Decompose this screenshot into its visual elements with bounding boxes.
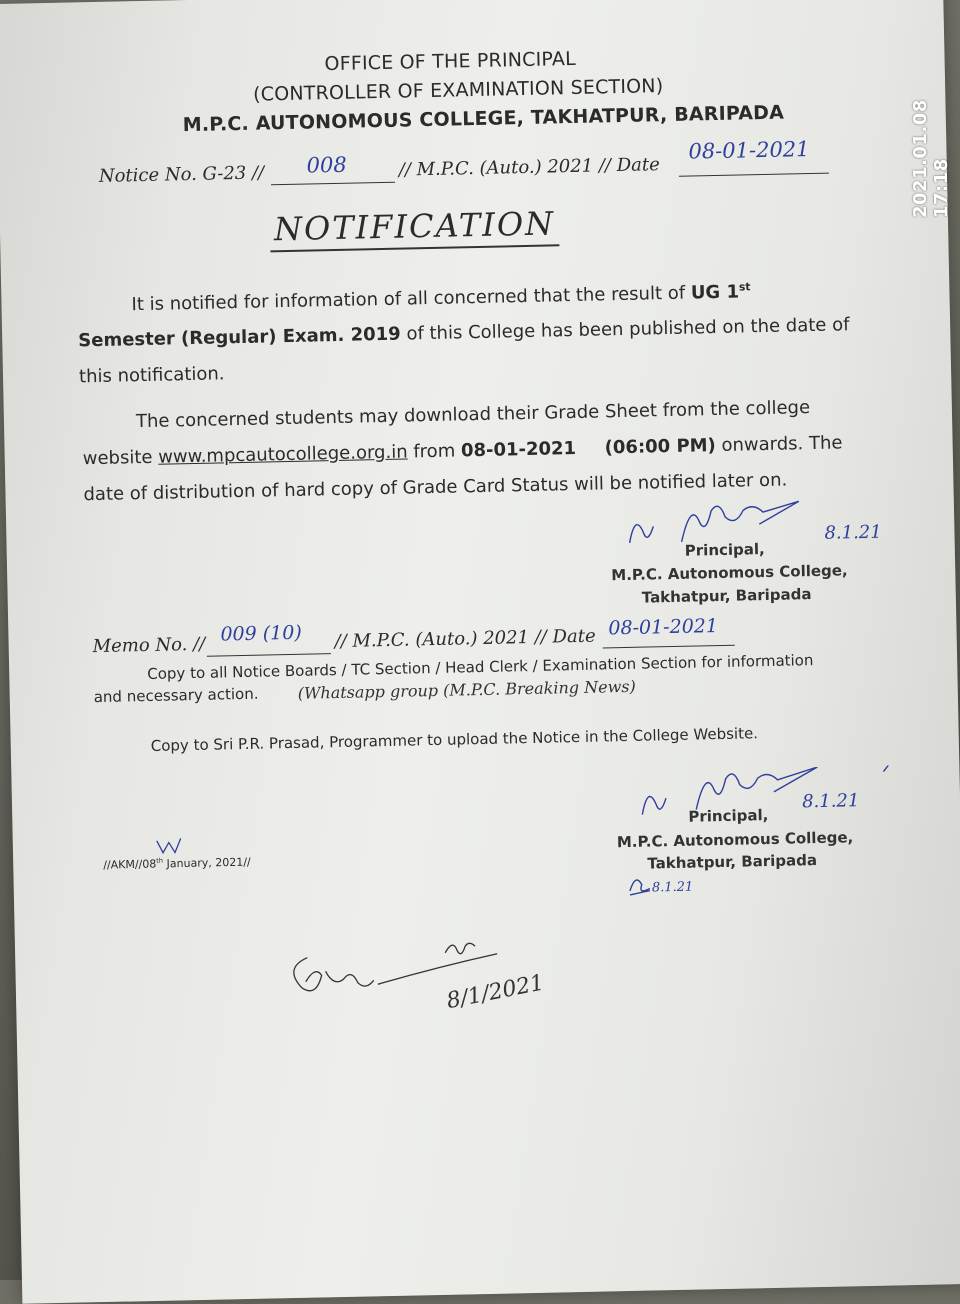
signature-2-date: 8.1.21 bbox=[801, 790, 860, 813]
copy1-handwritten: (Whatsapp group (M.P.C. Breaking News) bbox=[297, 676, 636, 703]
onwards-text: onwards. The bbox=[721, 432, 843, 456]
from-label: from bbox=[413, 440, 456, 463]
website-label: website bbox=[82, 446, 153, 470]
sig2-place: Takhatpur, Baripada bbox=[647, 851, 818, 873]
publish-time: (06:00 PM) bbox=[604, 435, 717, 459]
footer-suffix: January, 2021// bbox=[166, 855, 251, 871]
para2-line3: date of distribution of hard copy of Grade Card Status will be notified later on. bbox=[83, 469, 788, 506]
header-office: OFFICE OF THE PRINCIPAL bbox=[324, 47, 577, 76]
course-sup: st bbox=[738, 280, 751, 294]
para1-line2 bbox=[78, 314, 850, 351]
para1-line1 bbox=[131, 280, 751, 315]
sig2-title: Principal, bbox=[688, 806, 769, 826]
initial-date: 8.1.21 bbox=[651, 879, 694, 896]
header-college: M.P.C. AUTONOMOUS COLLEGE, TAKHATPUR, BARIPADA bbox=[182, 101, 785, 137]
memo-number: 009 (10) bbox=[220, 621, 302, 646]
copy1-line2: and necessary action. bbox=[93, 684, 259, 707]
para2-line1: The concerned students may download their Grade Sheet from the college bbox=[135, 397, 811, 433]
para1-end: this notification. bbox=[78, 363, 225, 388]
header-section: (CONTROLLER OF EXAMINATION SECTION) bbox=[252, 75, 664, 106]
sig1-title: Principal, bbox=[684, 540, 765, 560]
course-text: UG 1 bbox=[690, 281, 740, 304]
memo-number-line bbox=[207, 653, 331, 657]
notice-middle: // M.P.C. (Auto.) 2021 // Date bbox=[398, 154, 660, 181]
para1-exam: Semester (Regular) Exam. 2019 bbox=[78, 323, 401, 352]
receipt-date: 8/1/2021 bbox=[444, 970, 547, 1015]
memo-middle: // M.P.C. (Auto.) 2021 // Date bbox=[334, 625, 596, 653]
copy2: Copy to Sri P.R. Prasad, Programmer to upload the Notice in the College Website. bbox=[150, 724, 759, 755]
akm-initial bbox=[155, 836, 185, 857]
para2-line2 bbox=[83, 432, 843, 469]
notice-number: 008 bbox=[306, 152, 348, 178]
para1-rest: of this College has been published on the date of bbox=[406, 314, 850, 345]
footer-prefix: //AKM//08 bbox=[103, 857, 157, 872]
sig2-college: M.P.C. Autonomous College, bbox=[616, 828, 854, 852]
signature-2 bbox=[633, 765, 904, 831]
signature-1-date: 8.1.21 bbox=[824, 521, 882, 544]
memo-date-line bbox=[603, 645, 735, 649]
from-date: 08-01-2021 bbox=[460, 437, 577, 462]
footer-sup: th bbox=[156, 856, 164, 865]
para1-course bbox=[691, 281, 751, 303]
notice-date: 08-01-2021 bbox=[688, 137, 810, 164]
notice-number-line bbox=[271, 182, 395, 186]
photo-timestamp: 2021.01.08 17:18 bbox=[910, 99, 952, 218]
sig1-college: M.P.C. Autonomous College, bbox=[611, 561, 848, 585]
notification-title: NOTIFICATION bbox=[270, 204, 560, 252]
memo-prefix: Memo No. // bbox=[92, 633, 206, 658]
para1-lead: It is notified for information of all concerned that the result of bbox=[131, 282, 686, 316]
sig1-place: Takhatpur, Baripada bbox=[641, 585, 812, 607]
copy1-line1: Copy to all Notice Boards / TC Section / Head Clerk / Examination Section for information bbox=[147, 651, 814, 684]
notice-prefix: Notice No. G-23 // bbox=[98, 162, 265, 187]
website-link[interactable]: www.mpcautocollege.org.in bbox=[157, 441, 408, 468]
notice-date-line bbox=[679, 173, 829, 177]
footer-ref bbox=[103, 855, 251, 872]
memo-date: 08-01-2021 bbox=[608, 615, 719, 640]
